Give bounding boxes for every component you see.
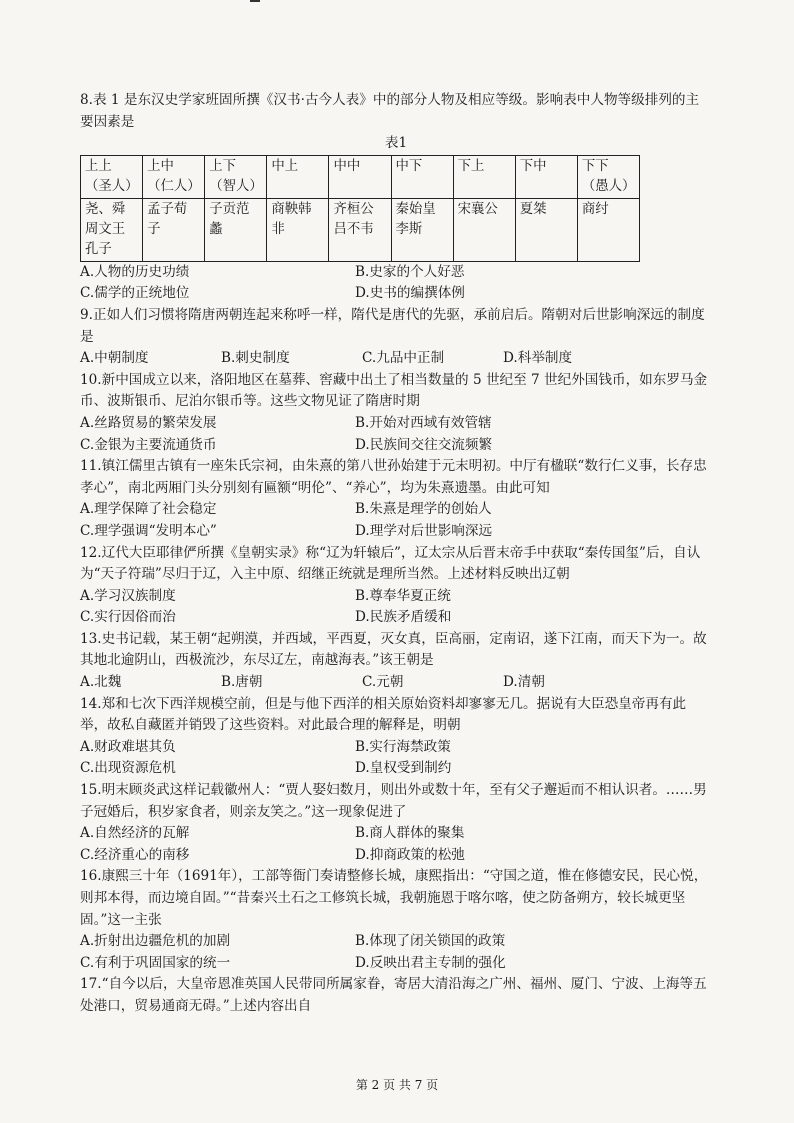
q8-option-c: C.儒学的正统地位: [80, 285, 190, 302]
q12-option-c: C.实行因俗而治: [80, 609, 176, 626]
q10-option-b: B.开始对西域有效管辖: [355, 414, 492, 431]
ranking-table: [80, 155, 640, 262]
exam-page: [80, 90, 712, 1018]
q15-option-b: B.商人群体的聚集: [355, 825, 465, 842]
q13-option-c: C.元朝: [362, 674, 404, 691]
q12-stem: 12.辽代大臣耶律俨所撰《皇朝实录》称“辽为轩辕后”，辽太宗从后晋末帝手中获取“秦传国玺”后，自认为“天子符瑞”尽归于辽，入主中原、绍继正统就是理所当然。上述材料反映出辽朝: [80, 544, 701, 583]
q10-option-a: A.丝路贸易的繁荣发展: [80, 414, 217, 431]
q9-options-row: [80, 348, 712, 370]
table-caption: 表1: [384, 135, 408, 152]
table-header-cell: 下中: [515, 155, 577, 198]
q11-option-c: C.理学强调“发明本心”: [80, 522, 217, 539]
q14-options-row-1: [80, 737, 712, 759]
q16-option-c: C.有利于巩固国家的统一: [80, 954, 231, 971]
q15-options-row-2: [80, 845, 712, 867]
q12-option-a: A.学习汉族制度: [80, 587, 176, 604]
table-row: [81, 198, 640, 261]
q14-option-b: B.实行海禁政策: [355, 738, 451, 755]
table-header-cell: 中中: [329, 155, 391, 198]
table-cell: 秦始皇李斯: [391, 198, 453, 261]
q12-option-b: B.尊奉华夏正统: [355, 587, 451, 604]
q11-option-a: A.理学保障了社会稳定: [80, 501, 217, 518]
q9-option-c: C.九品中正制: [362, 350, 445, 367]
q15-options-row-1: [80, 823, 712, 845]
table-header-cell: 上下（智人）: [205, 155, 267, 198]
q12-option-d: D.民族矛盾缓和: [355, 609, 452, 626]
table-header-cell: 中上: [267, 155, 329, 198]
q8-options-row-1: [80, 262, 712, 284]
q8-stem: 8.表 1 是东汉史学家班固所撰《汉书·古今人表》中的部分人物及相应等级。影响表中人物等级排列的主要因素是: [80, 92, 700, 130]
table-header-row: [81, 155, 640, 198]
table-cell: 孟子荀子: [143, 198, 205, 261]
q9-option-a: A.中朝制度: [80, 350, 149, 367]
q10-stem: 10.新中国成立以来，洛阳地区在墓葬、窖藏中出土了相当数量的 5 世纪至 7 世纪外国钱币，如东罗马金币、波斯银币、尼泊尔银币等。这些文物见证了隋唐时期: [80, 371, 708, 410]
q11-options-row-2: [80, 521, 712, 543]
table-header-cell: 下下（愚人）: [577, 155, 639, 198]
table-cell: 子贡范蠡: [205, 198, 267, 261]
q17-stem: 17.“自今以后，大皇帝恩准英国人民带同所属家眷，寄居大清沿海之广州、福州、厦门、宁波、上海等五处港口，贸易通商无碍。”上述内容出自: [80, 976, 707, 1014]
table-cell: 商纣: [577, 198, 639, 261]
q10-options-row-2: [80, 435, 712, 457]
table-header-cell: 中下: [391, 155, 453, 198]
q10-option-c: C.金银为主要流通货币: [80, 436, 217, 453]
q8-options-row-2: [80, 283, 712, 305]
table-cell: 夏桀: [515, 198, 577, 261]
q9-option-d: D.科举制度: [503, 350, 573, 367]
table-cell: 商鞅韩非: [267, 198, 329, 261]
q11-option-b: B.朱熹是理学的创始人: [355, 501, 492, 518]
q9-stem: 9.正如人们习惯将隋唐两朝连起来称呼一样，隋代是唐代的先驱，承前启后。隋朝对后世影响深远的制度是: [80, 306, 705, 345]
q16-option-d: D.反映出君主专制的强化: [355, 954, 506, 971]
q10-option-d: D.民族间交往交流频繁: [355, 436, 493, 453]
table-header-cell: 下上: [453, 155, 515, 198]
q10-options-row-1: [80, 413, 712, 435]
top-edge-mark: [250, 0, 260, 2]
q8-option-b: B.史家的个人好恶: [355, 263, 465, 280]
q15-option-c: C.经济重心的南移: [80, 846, 190, 863]
q13-option-a: A.北魏: [80, 674, 122, 691]
q13-option-d: D.清朝: [503, 674, 545, 691]
q16-options-row-2: [80, 953, 712, 975]
q8-option-d: D.史书的编撰体例: [355, 285, 465, 302]
q11-option-d: D.理学对后世影响深远: [355, 522, 493, 539]
q11-options-row-1: [80, 499, 712, 521]
q13-options-row: [80, 672, 712, 694]
q11-stem: 11.镇江儒里古镇有一座朱氏宗祠，由朱熹的第八世孙始建于元末明初。中厅有楹联“数行仁义事，长存忠孝心”，南北两厢门头分别刻有匾额“明伦”、“养心”，均为朱熹遗墨。由此可知: [80, 458, 707, 496]
q14-option-a: A.财政难堪其负: [80, 738, 176, 755]
q16-option-b: B.体现了闭关锁国的政策: [355, 933, 506, 950]
q12-options-row-2: [80, 607, 712, 629]
table-header-cell: 上上（圣人）: [81, 155, 143, 198]
q16-option-a: A.折射出边疆危机的加剧: [80, 933, 231, 950]
q9-option-b: B.刺史制度: [221, 350, 290, 367]
q16-stem: 16.康熙三十年（1691年），工部等衙门奏请整修长城，康熙指出：“守国之道，惟在修德安民，民心悦，则邦本得，而边境自固。”“昔秦兴土石之工修筑长城，我朝施恩于喀尔喀，使之防备朔方，较长城更坚固。”这一主张: [80, 868, 708, 928]
q14-options-row-2: [80, 758, 712, 780]
table-header-cell: 上中（仁人）: [143, 155, 205, 198]
table-cell: 宋襄公: [453, 198, 515, 261]
q15-stem: 15.明末顾炎武这样记载徽州人：“贾人娶妇数月，则出外或数十年，至有父子邂逅而不相认识者。……男子冠婚后，积岁家食者，则亲友笑之。”这一现象促进了: [80, 782, 707, 820]
table-cell: 尧、舜周文王孔子: [81, 198, 143, 261]
table-cell: 齐桓公吕不韦: [329, 198, 391, 261]
q8-option-a: A.人物的历史功绩: [80, 263, 190, 280]
q16-options-row-1: [80, 931, 712, 953]
q14-option-c: C.出现资源危机: [80, 760, 176, 777]
q14-option-d: D.皇权受到制约: [355, 760, 452, 777]
q13-option-b: B.唐朝: [221, 674, 263, 691]
q13-stem: 13.史书记载，某王朝“起朔漠，并西域，平西夏，灭女真，臣高丽，定南诏，遂下江南，而天下为一。故其地北逾阴山，西极流沙，东尽辽左，南越海表。”该王朝是: [80, 630, 707, 669]
q15-option-d: D.抑商政策的松弛: [355, 846, 465, 863]
page-footer: 第 2 页 共 7 页: [355, 1078, 439, 1092]
q15-option-a: A.自然经济的瓦解: [80, 825, 190, 842]
q14-stem: 14.郑和七次下西洋规模空前，但是与他下西洋的相关原始资料却寥寥无几。据说有大臣恐皇帝再有此举，故私自藏匿并销毁了这些资料。对此最合理的解释是，明朝: [80, 695, 687, 734]
q12-options-row-1: [80, 586, 712, 608]
